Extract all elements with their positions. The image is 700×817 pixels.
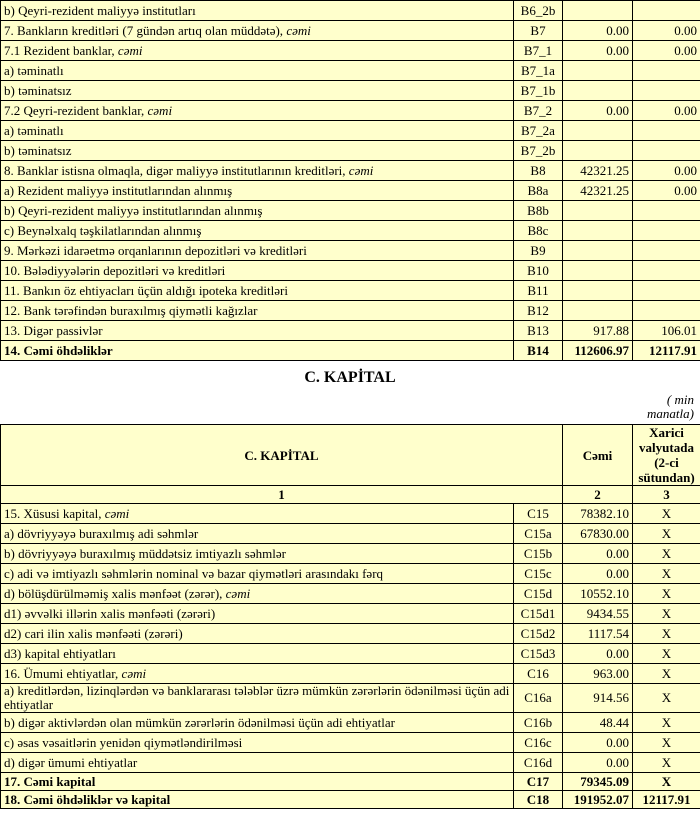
row-label: b) təminatsız bbox=[4, 82, 72, 98]
capital-title-area bbox=[0, 361, 700, 424]
row-label: 8. Banklar istisna olmaqla, digər maliyyə institutlarının kreditləri, bbox=[4, 162, 349, 178]
row-total-cell: 0.00 bbox=[563, 21, 633, 41]
table-row bbox=[1, 791, 700, 809]
row-label-cell bbox=[1, 644, 514, 664]
row-label: 10. Bələdiyyələrin depozitləri və kreditləri bbox=[4, 262, 226, 278]
row-code-cell: B9 bbox=[514, 241, 563, 261]
row-label-cell bbox=[1, 101, 514, 121]
table-row bbox=[1, 713, 700, 733]
row-total-cell: 0.00 bbox=[563, 753, 633, 773]
row-label-suffix: cəmi bbox=[225, 585, 251, 601]
row-code-cell: B8a bbox=[514, 181, 563, 201]
row-total-cell: 914.56 bbox=[563, 684, 633, 713]
row-label-cell bbox=[1, 664, 514, 684]
row-total-cell: 191952.07 bbox=[563, 791, 633, 809]
section-title: C. KAPİTAL bbox=[304, 369, 396, 386]
row-label-cell bbox=[1, 1, 514, 21]
row-label-cell bbox=[1, 41, 514, 61]
row-foreign-cell: X bbox=[633, 733, 700, 753]
table-row bbox=[1, 664, 700, 684]
row-total-cell: 0.00 bbox=[563, 41, 633, 61]
table-row bbox=[1, 221, 700, 241]
row-total-cell: 112606.97 bbox=[563, 341, 633, 361]
row-code-cell: C16 bbox=[514, 664, 563, 684]
row-code-cell: B8b bbox=[514, 201, 563, 221]
table-row bbox=[1, 101, 700, 121]
row-code-cell: B8 bbox=[514, 161, 563, 181]
table-row bbox=[1, 733, 700, 753]
row-total-cell bbox=[563, 301, 633, 321]
row-code-cell: C15d1 bbox=[514, 604, 563, 624]
row-label-cell bbox=[1, 221, 514, 241]
row-foreign-cell bbox=[633, 1, 700, 21]
table-row bbox=[1, 261, 700, 281]
row-code-cell: B11 bbox=[514, 281, 563, 301]
row-code-cell: B7_2a bbox=[514, 121, 563, 141]
row-label-cell bbox=[1, 161, 514, 181]
row-label: 16. Ümumi ehtiyatlar, bbox=[4, 665, 122, 681]
table-row bbox=[1, 644, 700, 664]
row-total-cell: 42321.25 bbox=[563, 181, 633, 201]
capital-header-title: C. KAPİTAL bbox=[1, 425, 563, 486]
row-label: a) kreditlərdən, lizinqlərdən və banklararası tələblər üzrə mümkün zərərlərin ödənilməsi üçün adi ehtiyatlar bbox=[4, 683, 510, 712]
row-total-cell: 1117.54 bbox=[563, 624, 633, 644]
table-row bbox=[1, 604, 700, 624]
row-label: b) digər aktivlərdən olan mümkün zərərlərin ödənilməsi üçün adi ehtiyatlar bbox=[4, 714, 395, 730]
row-code-cell: C15d2 bbox=[514, 624, 563, 644]
row-code-cell: B7_2b bbox=[514, 141, 563, 161]
unit-note-line2: manatla) bbox=[647, 406, 694, 421]
row-foreign-cell bbox=[633, 121, 700, 141]
row-label: a) təminatlı bbox=[4, 62, 64, 78]
table-row bbox=[1, 81, 700, 101]
row-label-cell bbox=[1, 791, 514, 809]
row-foreign-cell: 0.00 bbox=[633, 41, 700, 61]
row-foreign-cell bbox=[633, 281, 700, 301]
row-code-cell: B7 bbox=[514, 21, 563, 41]
row-total-cell bbox=[563, 201, 633, 221]
row-label: b) Qeyri-rezident maliyyə institutları bbox=[4, 2, 196, 18]
row-foreign-cell: X bbox=[633, 644, 700, 664]
row-foreign-cell bbox=[633, 241, 700, 261]
row-total-cell: 79345.09 bbox=[563, 773, 633, 791]
row-label-cell bbox=[1, 241, 514, 261]
row-code-cell: C17 bbox=[514, 773, 563, 791]
row-total-cell: 917.88 bbox=[563, 321, 633, 341]
row-foreign-cell bbox=[633, 61, 700, 81]
row-total-cell: 48.44 bbox=[563, 713, 633, 733]
row-label-cell bbox=[1, 321, 514, 341]
row-code-cell: B6_2b bbox=[514, 1, 563, 21]
row-foreign-cell: X bbox=[633, 664, 700, 684]
row-label-cell bbox=[1, 121, 514, 141]
row-label-cell bbox=[1, 281, 514, 301]
row-total-cell: 78382.10 bbox=[563, 504, 633, 524]
row-label: 11. Bankın öz ehtiyacları üçün aldığı ipoteka kreditləri bbox=[4, 282, 288, 298]
row-foreign-cell bbox=[633, 301, 700, 321]
table-row bbox=[1, 1, 700, 21]
row-total-cell bbox=[563, 1, 633, 21]
table-row bbox=[1, 624, 700, 644]
table-row bbox=[1, 524, 700, 544]
row-label: a) təminatlı bbox=[4, 122, 64, 138]
row-foreign-cell: 0.00 bbox=[633, 161, 700, 181]
row-label-cell bbox=[1, 753, 514, 773]
row-code-cell: C15d3 bbox=[514, 644, 563, 664]
row-label: d3) kapital ehtiyatları bbox=[4, 645, 116, 661]
row-label: b) dövriyyəyə buraxılmış müddətsiz imtiyazlı səhmlər bbox=[4, 545, 286, 561]
row-foreign-cell: X bbox=[633, 624, 700, 644]
table-row bbox=[1, 201, 700, 221]
row-total-cell: 9434.55 bbox=[563, 604, 633, 624]
table-row bbox=[1, 544, 700, 564]
row-label: 7. Bankların kreditləri (7 gündən artıq olan müddətə), bbox=[4, 22, 287, 38]
col-number-1: 1 bbox=[1, 486, 563, 504]
liabilities-table bbox=[0, 0, 700, 361]
row-label: 12. Bank tərəfindən buraxılmış qiymətli kağızlar bbox=[4, 302, 258, 318]
column-numbering-row bbox=[1, 486, 700, 504]
row-code-cell: B10 bbox=[514, 261, 563, 281]
row-label-cell bbox=[1, 504, 514, 524]
capital-header-row bbox=[1, 425, 700, 486]
row-code-cell: C16a bbox=[514, 684, 563, 713]
table-row bbox=[1, 41, 700, 61]
row-foreign-cell: 0.00 bbox=[633, 21, 700, 41]
row-label: 13. Digər passivlər bbox=[4, 322, 103, 338]
row-total-cell bbox=[563, 141, 633, 161]
row-label: 7.1 Rezident banklar, bbox=[4, 42, 118, 58]
row-label: d) bölüşdürülməmiş xalis mənfəət (zərər), bbox=[4, 585, 226, 601]
row-label-cell bbox=[1, 624, 514, 644]
row-foreign-cell: 0.00 bbox=[633, 101, 700, 121]
capital-table bbox=[0, 424, 700, 809]
row-foreign-cell: 0.00 bbox=[633, 181, 700, 201]
row-code-cell: B8c bbox=[514, 221, 563, 241]
row-foreign-cell bbox=[633, 221, 700, 241]
row-code-cell: B13 bbox=[514, 321, 563, 341]
row-label-cell bbox=[1, 564, 514, 584]
row-label: 9. Mərkəzi idarəetmə orqanlarının depozitləri və kreditləri bbox=[4, 242, 307, 258]
col-number-2: 2 bbox=[563, 486, 633, 504]
row-code-cell: C16c bbox=[514, 733, 563, 753]
row-label-cell bbox=[1, 773, 514, 791]
row-foreign-cell bbox=[633, 141, 700, 161]
row-code-cell: C15b bbox=[514, 544, 563, 564]
row-label: a) dövriyyəyə buraxılmış adi səhmlər bbox=[4, 525, 199, 541]
row-foreign-cell: X bbox=[633, 753, 700, 773]
row-code-cell: C16b bbox=[514, 713, 563, 733]
row-label-cell bbox=[1, 341, 514, 361]
row-foreign-cell: X bbox=[633, 504, 700, 524]
row-total-cell: 42321.25 bbox=[563, 161, 633, 181]
row-code-cell: B7_1b bbox=[514, 81, 563, 101]
row-code-cell: B12 bbox=[514, 301, 563, 321]
table-row bbox=[1, 241, 700, 261]
table-row bbox=[1, 564, 700, 584]
row-label: b) təminatsız bbox=[4, 142, 72, 158]
row-code-cell: C15c bbox=[514, 564, 563, 584]
row-total-cell bbox=[563, 261, 633, 281]
row-total-cell bbox=[563, 81, 633, 101]
row-foreign-cell: X bbox=[633, 524, 700, 544]
row-label-cell bbox=[1, 261, 514, 281]
capital-header-foreign: Xarici valyutada (2-ci sütundan) bbox=[633, 425, 700, 486]
row-foreign-cell: X bbox=[633, 713, 700, 733]
row-code-cell: B14 bbox=[514, 341, 563, 361]
row-total-cell: 0.00 bbox=[563, 101, 633, 121]
row-label: 18. Cəmi öhdəliklər və kapital bbox=[4, 791, 171, 807]
table-row bbox=[1, 504, 700, 524]
row-foreign-cell: X bbox=[633, 544, 700, 564]
row-label: c) Beynəlxalq təşkilatlarından alınmış bbox=[4, 222, 202, 238]
row-label: a) Rezident maliyyə institutlarından alınmış bbox=[4, 182, 233, 198]
row-label: 15. Xüsusi kapital, bbox=[4, 505, 105, 521]
row-foreign-cell: X bbox=[633, 684, 700, 713]
row-total-cell: 0.00 bbox=[563, 564, 633, 584]
row-label-suffix: cəmi bbox=[286, 22, 311, 38]
row-foreign-cell: X bbox=[633, 584, 700, 604]
row-code-cell: C15 bbox=[514, 504, 563, 524]
row-label-cell bbox=[1, 301, 514, 321]
row-code-cell: C16d bbox=[514, 753, 563, 773]
row-label-suffix: cəmi bbox=[121, 665, 147, 681]
row-code-cell: B7_1a bbox=[514, 61, 563, 81]
unit-note bbox=[647, 393, 694, 421]
row-label-cell bbox=[1, 604, 514, 624]
unit-note-line1: ( min bbox=[666, 392, 694, 407]
table-row bbox=[1, 341, 700, 361]
row-code-cell: B7_1 bbox=[514, 41, 563, 61]
row-total-cell: 0.00 bbox=[563, 644, 633, 664]
table-row bbox=[1, 161, 700, 181]
row-label: 14. Cəmi öhdəliklər bbox=[4, 342, 113, 358]
table-row bbox=[1, 773, 700, 791]
row-label-cell bbox=[1, 544, 514, 564]
row-label: 17. Cəmi kapital bbox=[4, 773, 96, 789]
row-label: d) digər ümumi ehtiyatlar bbox=[4, 754, 138, 770]
row-foreign-cell bbox=[633, 201, 700, 221]
row-label-cell bbox=[1, 584, 514, 604]
row-total-cell: 0.00 bbox=[563, 733, 633, 753]
table-row bbox=[1, 321, 700, 341]
row-total-cell bbox=[563, 221, 633, 241]
row-label: b) Qeyri-rezident maliyyə institutlarından alınmış bbox=[4, 202, 263, 218]
capital-header-total: Cəmi bbox=[563, 425, 633, 486]
table-row bbox=[1, 121, 700, 141]
table-row bbox=[1, 281, 700, 301]
row-label-cell bbox=[1, 733, 514, 753]
row-total-cell bbox=[563, 61, 633, 81]
row-label-cell bbox=[1, 81, 514, 101]
row-label: c) əsas vəsaitlərin yenidən qiymətləndirilməsi bbox=[4, 734, 243, 750]
row-total-cell bbox=[563, 121, 633, 141]
row-label-cell bbox=[1, 684, 514, 713]
row-label-cell bbox=[1, 21, 514, 41]
row-foreign-cell: 12117.91 bbox=[633, 341, 700, 361]
table-row bbox=[1, 301, 700, 321]
row-foreign-cell: X bbox=[633, 604, 700, 624]
table-row bbox=[1, 181, 700, 201]
row-total-cell: 0.00 bbox=[563, 544, 633, 564]
table-row bbox=[1, 753, 700, 773]
row-code-cell: B7_2 bbox=[514, 101, 563, 121]
row-foreign-cell: X bbox=[633, 564, 700, 584]
table-row bbox=[1, 61, 700, 81]
row-label: d2) cari ilin xalis mənfəəti (zərəri) bbox=[4, 625, 183, 641]
col-number-3: 3 bbox=[633, 486, 700, 504]
row-label-suffix: cəmi bbox=[104, 505, 130, 521]
table-row bbox=[1, 141, 700, 161]
row-foreign-cell: 12117.91 bbox=[633, 791, 700, 809]
row-code-cell: C18 bbox=[514, 791, 563, 809]
row-code-cell: C15d bbox=[514, 584, 563, 604]
row-total-cell: 963.00 bbox=[563, 664, 633, 684]
row-total-cell: 10552.10 bbox=[563, 584, 633, 604]
row-label-suffix: cəmi bbox=[147, 102, 173, 118]
row-label-cell bbox=[1, 141, 514, 161]
row-label-cell bbox=[1, 201, 514, 221]
row-foreign-cell: X bbox=[633, 773, 700, 791]
row-foreign-cell bbox=[633, 261, 700, 281]
row-foreign-cell bbox=[633, 81, 700, 101]
table-row bbox=[1, 584, 700, 604]
row-label-cell bbox=[1, 713, 514, 733]
row-total-cell bbox=[563, 281, 633, 301]
row-label-cell bbox=[1, 524, 514, 544]
row-label: 7.2 Qeyri-rezident banklar, bbox=[4, 102, 148, 118]
row-label-cell bbox=[1, 61, 514, 81]
row-label: c) adi və imtiyazlı səhmlərin nominal və bazar qiymətləri arasındakı fərq bbox=[4, 565, 384, 581]
row-total-cell: 67830.00 bbox=[563, 524, 633, 544]
row-label-suffix: cəmi bbox=[117, 42, 143, 58]
row-label-cell bbox=[1, 181, 514, 201]
row-label: d1) əvvəlki illərin xalis mənfəəti (zərəri) bbox=[4, 605, 216, 621]
table-row bbox=[1, 21, 700, 41]
row-foreign-cell: 106.01 bbox=[633, 321, 700, 341]
row-code-cell: C15a bbox=[514, 524, 563, 544]
table-row bbox=[1, 684, 700, 713]
row-total-cell bbox=[563, 241, 633, 261]
row-label-suffix: cəmi bbox=[348, 162, 374, 178]
